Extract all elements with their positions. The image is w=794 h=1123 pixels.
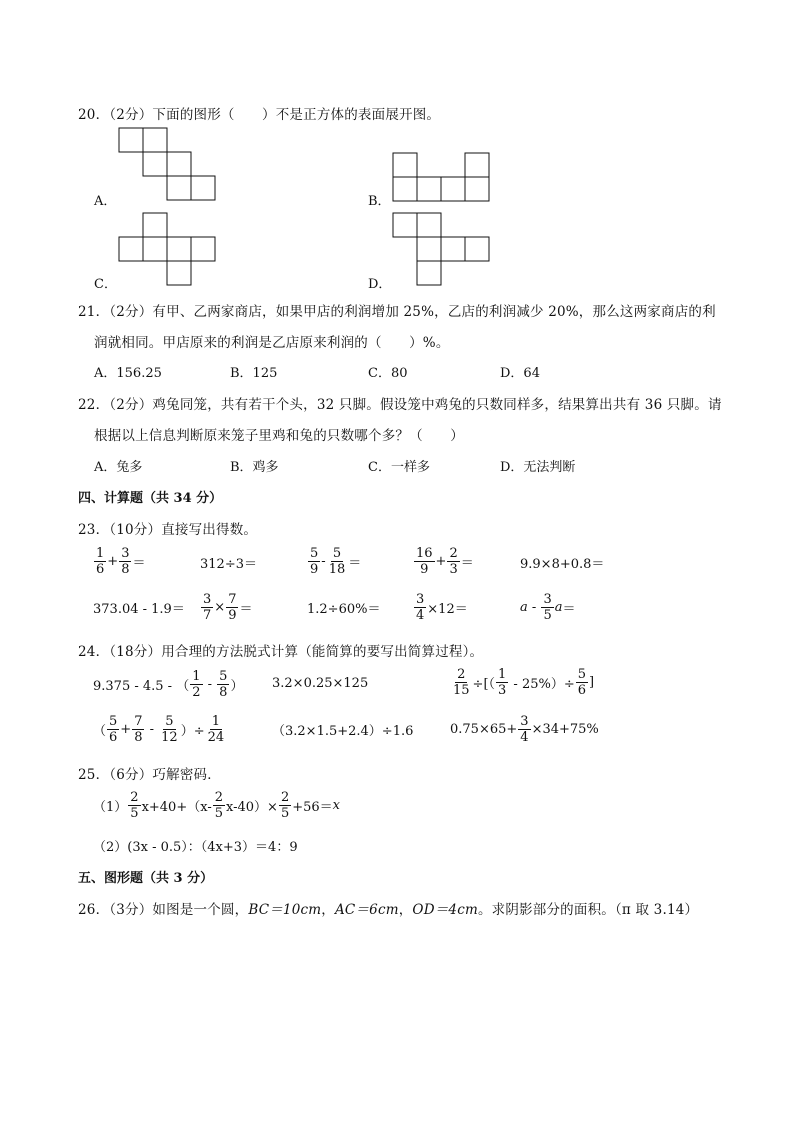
q20-stem: 20．（2分）下面的图形（ ）不是正方体的表面展开图。 — [78, 107, 441, 123]
q21-line1: 21．（2分）有甲、乙两家商店，如果甲店的利润增加 25%，乙店的利润减少 20%，那么这两家商店的利 — [78, 304, 716, 320]
q23-expr-5: 9.9×8+0.8＝ — [520, 557, 605, 572]
q20-option-a[interactable]: A． — [94, 194, 117, 209]
q22-option-b[interactable]: B．鸡多 — [230, 460, 279, 475]
q21-option-b[interactable]: B．125 — [230, 366, 278, 381]
net-c-figure — [118, 212, 218, 288]
q22-option-d[interactable]: D．无法判断 — [500, 460, 576, 475]
q23-expr-8: 1.2÷60%＝ — [307, 602, 381, 617]
q24-expr-2: 3.2×0.25×125 — [272, 676, 369, 691]
q23-expr-2: 312÷3＝ — [200, 557, 257, 572]
q22-line1: 22．（2分）鸡兔同笼，共有若干个头，32 只脚。假设笼中鸡兔的只数同样多，结果算出共有 36 只脚。请 — [78, 397, 722, 413]
q23-expr-4: $\frac{16}{9}$ + $\frac{2}{3}$ ＝ — [416, 546, 474, 577]
q20-option-b[interactable]: B． — [368, 194, 391, 209]
q24-expr-1: 9.375 - 4.5 - （ $\frac{1}{2}$ - $\frac{5}{8}$ ） — [93, 669, 244, 700]
section-5-heading: 五、图形题（共 3 分） — [78, 871, 214, 886]
q25-expr-2: （2）(3x - 0.5）：（4x+3）＝4：9 — [93, 840, 298, 855]
q23-expr-9: $\frac{3}{4}$ ×12＝ — [416, 592, 468, 623]
q26-stem: 26．（3分）如图是一个圆，BC＝10cm，AC＝6cm，OD＝4cm。求阴影部分的面积。（π 取 3.14） — [78, 902, 699, 918]
q23-expr-10: a - $\frac{3}{5}$ a ＝ — [520, 592, 576, 623]
q21-option-a[interactable]: A．156.25 — [94, 366, 162, 381]
q20-option-d[interactable]: D． — [368, 277, 392, 292]
q23-expr-1: $\frac{1}{6}$ + $\frac{3}{8}$ ＝ — [96, 546, 146, 577]
q24-stem: 24．（18分）用合理的方法脱式计算（能简算的要写出简算过程）。 — [78, 644, 484, 660]
q23-expr-6: 373.04 - 1.9＝ — [93, 602, 185, 617]
net-b-figure — [392, 152, 492, 204]
q20-option-c[interactable]: C． — [94, 277, 117, 292]
q23-stem: 23．（10分）直接写出得数。 — [78, 522, 258, 538]
q24-expr-5: （3.2×1.5+2.4）÷1.6 — [272, 724, 414, 739]
q23-expr-7: $\frac{3}{7}$ × $\frac{7}{9}$ ＝ — [203, 592, 253, 623]
q22-line2: 根据以上信息判断原来笼子里鸡和兔的只数哪个多？（ ） — [94, 428, 464, 444]
q21-line2: 润就相同。甲店原来的利润是乙店原来利润的（ ）%。 — [94, 335, 450, 351]
q24-expr-4: （ $\frac{5}{6}$ + $\frac{7}{8}$ - $\frac{5}{12}$ ）÷ $\frac{1}{24}$ — [93, 714, 225, 745]
q25-stem: 25．（6分）巧解密码． — [78, 767, 221, 783]
net-a-figure — [118, 127, 218, 203]
q23-expr-3: $\frac{5}{9}$ - $\frac{5}{18}$ ＝ — [310, 546, 362, 577]
q24-expr-3: $\frac{2}{15}$ ÷[（ $\frac{1}{3}$ - 25%）÷ $\frac{5}{6}$ ] — [453, 667, 595, 698]
section-4-heading: 四、计算题（共 34 分） — [78, 491, 223, 506]
net-d-figure — [392, 212, 492, 288]
q22-option-c[interactable]: C．一样多 — [368, 460, 430, 475]
q21-option-c[interactable]: C．80 — [368, 366, 408, 381]
q25-expr-1: （1） $\frac{2}{5}$ x+40+（x- $\frac{2}{5}$ x-40）× $\frac{2}{5}$ +56＝ x — [93, 790, 340, 821]
q24-expr-6: 0.75×65+ $\frac{3}{4}$ ×34+75% — [450, 714, 599, 745]
q21-option-d[interactable]: D．64 — [500, 366, 540, 381]
q22-option-a[interactable]: A．兔多 — [94, 460, 143, 475]
